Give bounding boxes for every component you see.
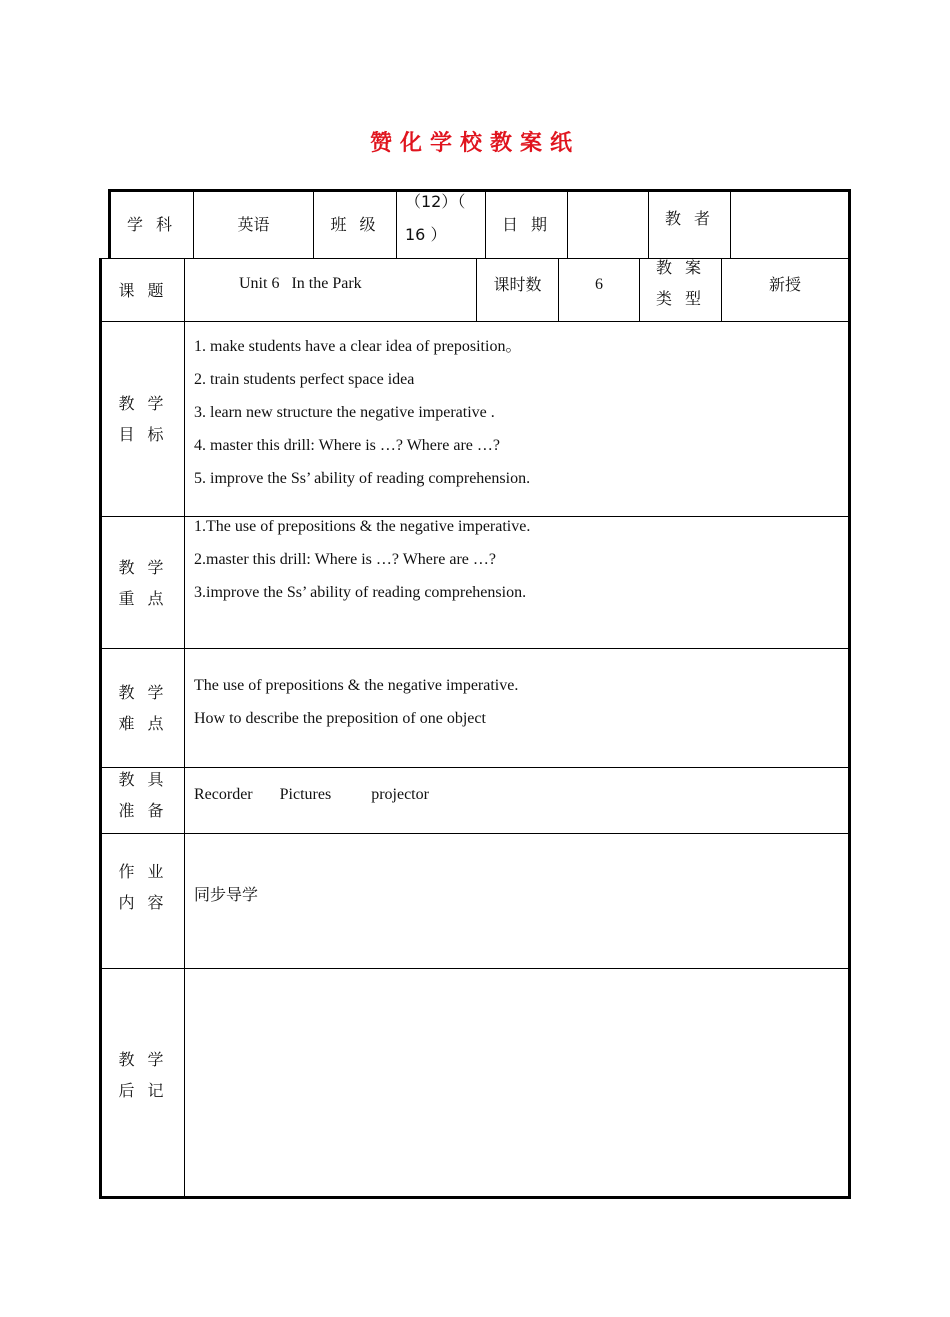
class-value-line1: （12）（ (405, 192, 466, 211)
col-divider (396, 191, 397, 259)
teacher-value (731, 191, 848, 258)
tools-label (102, 762, 184, 828)
subject-value: 英语 (237, 215, 270, 234)
objective-item: 4. master this drill: Where is …? Where are …? (194, 437, 500, 454)
tool-item: projector (371, 786, 429, 803)
reflection-label (102, 961, 184, 1188)
row-divider (99, 968, 851, 969)
objectives-label-line1: 教 学 (118, 394, 168, 413)
teacher-label: 教 者 (664, 208, 715, 228)
lesson-type-label-line2: 类 型 (655, 289, 706, 308)
objectives-label (102, 322, 184, 516)
homework-label (102, 820, 184, 954)
row-divider (99, 767, 851, 768)
row-divider (99, 833, 851, 834)
difficulties-label-line2: 难 点 (118, 714, 168, 733)
hours-value: 6 (595, 275, 603, 293)
objectives-label-line2: 目 标 (118, 425, 168, 444)
topic-label: 课 题 (118, 280, 168, 300)
subject-label: 学 科 (126, 215, 177, 234)
tools-content (194, 778, 429, 811)
difficulties-label (102, 649, 184, 767)
tool-item: Pictures (279, 786, 332, 803)
objective-item: 1. make students have a clear idea of preposition。 (194, 338, 522, 355)
topic-value: Unit 6 In the Park (239, 275, 362, 292)
homework-content: 同步导学 (194, 885, 259, 904)
key-points-label (102, 517, 184, 648)
key-point-item: 1.The use of prepositions & the negative imperative. (194, 518, 531, 535)
hours-label: 课时数 (493, 274, 542, 294)
class-label: 班 级 (330, 215, 380, 234)
difficulties-content (194, 669, 518, 735)
document-title: 赞化学校教案纸 (369, 131, 580, 156)
reflection-label-line2: 后 记 (118, 1080, 168, 1100)
key-point-item: 2.master this drill: Where is …? Where are …? (194, 551, 496, 568)
objective-item: 5. improve the Ss’ ability of reading comprehension. (194, 470, 531, 487)
tools-label-line1: 教 具 (118, 770, 168, 789)
row-divider (99, 321, 851, 322)
lesson-type-label-line1: 教 案 (655, 258, 706, 277)
key-points-label-line1: 教 学 (118, 557, 168, 577)
date-value (568, 191, 648, 258)
class-value-line2: 16 ） (405, 225, 447, 244)
objective-item: 3. learn new structure the negative imperative . (194, 404, 495, 421)
difficulty-item: How to describe the preposition of one object (194, 710, 486, 727)
table-border-bottom (99, 1196, 851, 1199)
key-points-content (194, 510, 530, 609)
reflection-content (194, 980, 834, 1180)
label-column-divider (184, 258, 185, 1198)
reflection-label-line1: 教 学 (118, 1049, 168, 1069)
class-value (405, 191, 485, 258)
tool-item: Recorder (194, 786, 253, 803)
difficulty-item: The use of prepositions & the negative imperative. (194, 677, 519, 694)
homework-label-line1: 作 业 (118, 862, 168, 881)
key-points-label-line2: 重 点 (118, 588, 168, 608)
objectives-content (194, 330, 530, 495)
date-label: 日 期 (501, 215, 552, 234)
objective-item: 2. train students perfect space idea (194, 371, 415, 388)
lesson-type-label (640, 252, 721, 314)
homework-label-line2: 内 容 (118, 893, 168, 912)
row-divider (99, 648, 851, 649)
difficulties-label-line1: 教 学 (118, 683, 168, 702)
lesson-type-value: 新授 (768, 274, 801, 294)
tools-label-line2: 准 备 (118, 801, 168, 820)
key-point-item: 3.improve the Ss’ ability of reading comprehension. (194, 584, 527, 601)
table-border-right (848, 189, 851, 1199)
